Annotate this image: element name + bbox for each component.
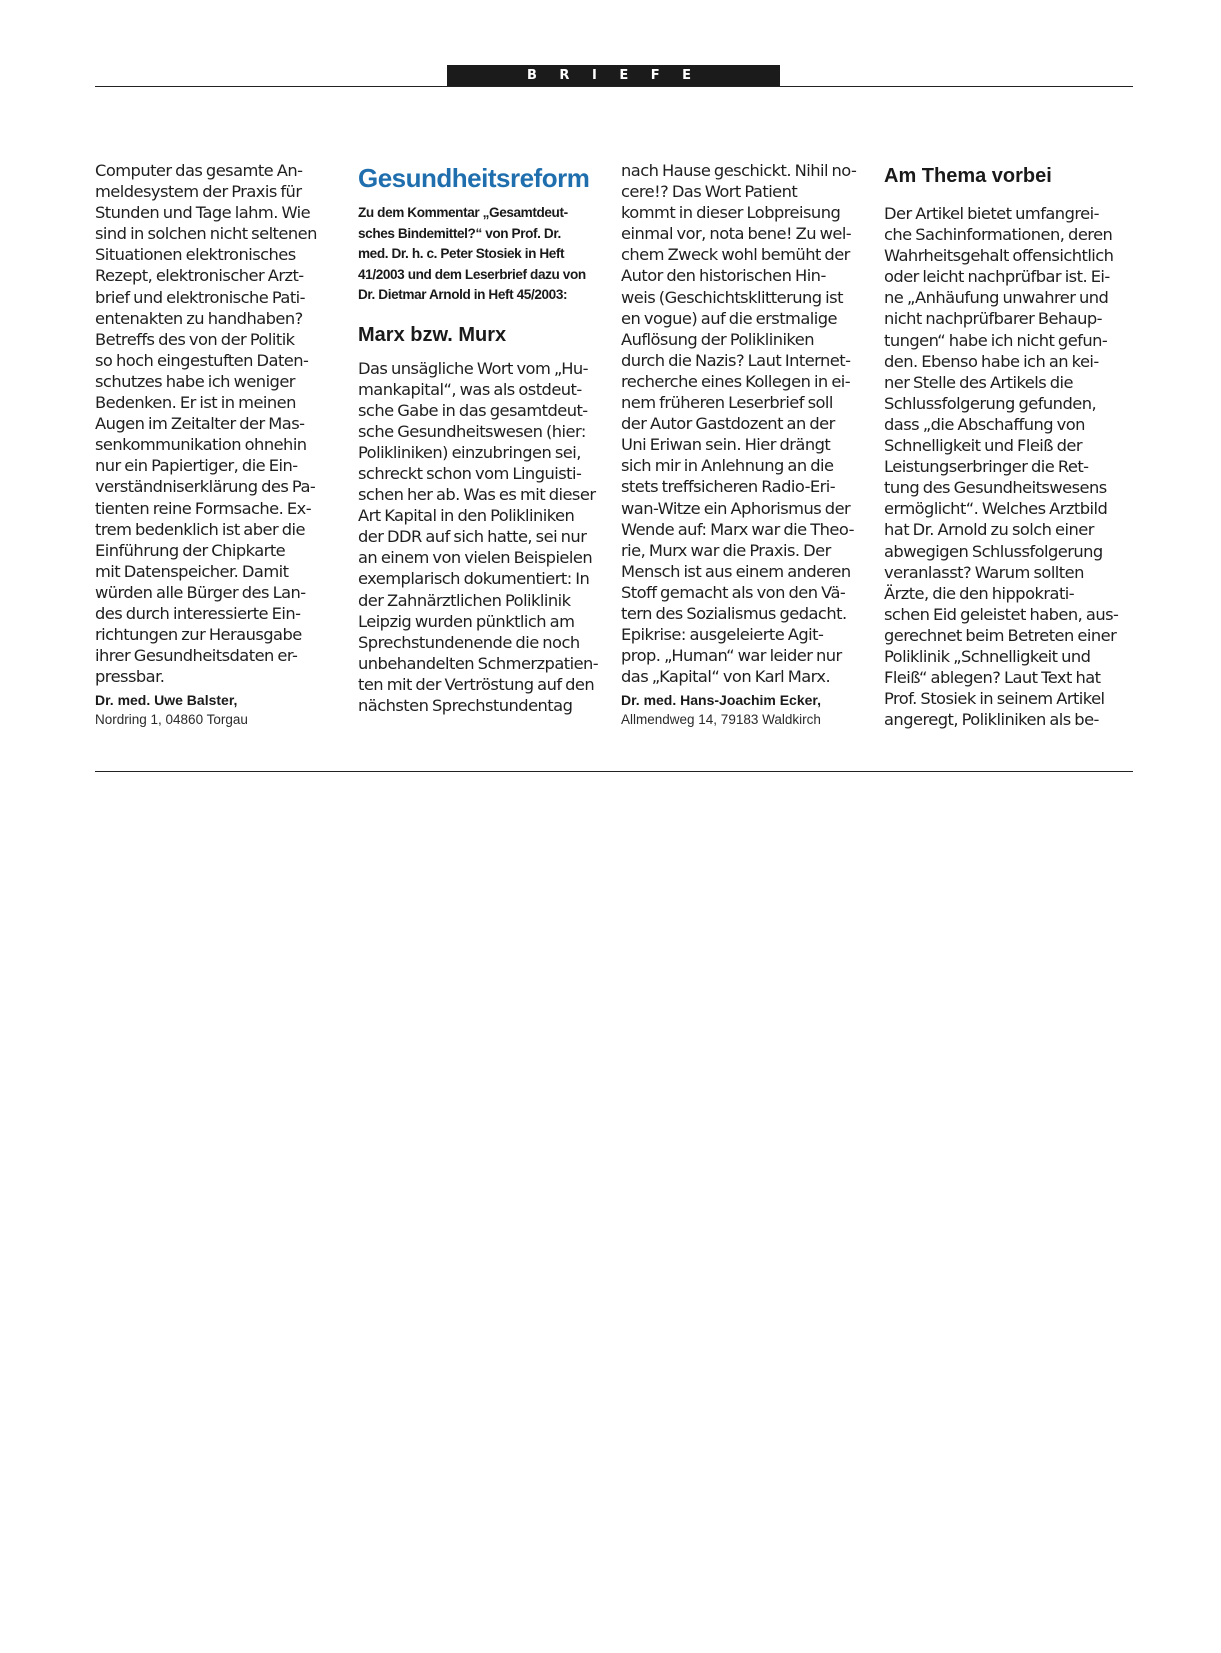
text-line: kommt in dieser Lobpreisung (621, 203, 841, 223)
text-line: ihrer Gesundheitsdaten er- (95, 646, 298, 666)
text-line: oder leicht nachprüfbar ist. Ei- (884, 267, 1110, 287)
text-line: 41/2003 und dem Leserbrief dazu von (358, 266, 586, 282)
text-line: sche Gesundheitswesen (hier: (358, 421, 586, 441)
text-line: mankapital“, was als ostdeut- (358, 379, 582, 399)
text-line: Situationen elektronisches (95, 245, 296, 265)
letter-body (358, 358, 613, 717)
text-line: prop. „Human“ war leider nur (621, 646, 842, 666)
section-headline: Gesundheitsreform (358, 163, 590, 193)
text-line: pressbar. (95, 667, 165, 687)
text-line: Auflösung der Polikliniken (621, 329, 814, 349)
text-line: verständniserklärung des Pa- (95, 477, 316, 497)
section-label-briefe: B R I E F E (447, 65, 780, 86)
text-line: nem früheren Leserbrief soll (621, 393, 833, 413)
text-line: den. Ebenso habe ich an kei- (884, 351, 1099, 371)
text-line: Schnelligkeit und Fleiß der (884, 436, 1082, 456)
letter-author-address: Nordring 1, 04860 Torgau (95, 712, 248, 728)
letter-body-continued (621, 160, 876, 687)
text-line: schen Eid geleistet haben, aus- (884, 604, 1119, 624)
text-line: hat Dr. Arnold zu solch einer (884, 520, 1094, 540)
text-line: nach Hause geschickt. Nihil no- (621, 161, 857, 180)
text-line: meldesystem der Praxis für (95, 182, 302, 202)
text-line: angeregt, Polikliniken als be- (884, 710, 1099, 730)
text-line: nur ein Papiertiger, die Ein- (95, 456, 298, 476)
text-line: Art Kapital in den Polikliniken (358, 506, 575, 526)
text-line: Mensch ist aus einem anderen (621, 561, 851, 581)
text-line: nächsten Sprechstundentag (358, 696, 573, 715)
text-line: med. Dr. h. c. Peter Stosiek in Heft (358, 246, 565, 261)
letter-title: Am Thema vorbei (884, 165, 1052, 187)
letter-author-name: Dr. med. Uwe Balster, (95, 692, 238, 709)
text-line: sich mir in Anlehnung an die (621, 456, 834, 476)
text-line: Betreffs des von der Politik (95, 329, 295, 349)
text-line: rie, Murx war die Praxis. Der (621, 540, 831, 560)
text-line: Wende auf: Marx war die Theo- (621, 519, 854, 539)
text-line: Dr. Dietmar Arnold in Heft 45/2003: (358, 287, 568, 302)
column-1 (95, 160, 350, 729)
text-line: an einem von vielen Beispielen (358, 548, 593, 568)
text-line: che Sachinformationen, deren (884, 225, 1113, 245)
text-line: schutzes habe ich weniger (95, 371, 295, 391)
text-line: tung des Gesundheitswesens (884, 478, 1107, 498)
text-line: Bedenken. Er ist in meinen (95, 393, 296, 413)
text-line: trem bedenklich ist aber die (95, 519, 305, 539)
text-line: mit Datenspeicher. Damit (95, 561, 289, 581)
text-line: durch die Nazis? Laut Internet- (621, 350, 851, 370)
text-line: Der Artikel bietet umfangrei- (884, 204, 1099, 223)
text-line: unbehandelten Schmerzpatien- (358, 653, 599, 673)
text-line: abwegigen Schlussfolgerung (884, 541, 1103, 561)
text-line: Zu dem Kommentar „Gesamtdeut- (358, 205, 568, 220)
text-line: weis (Geschichtsklitterung ist (621, 287, 843, 307)
text-line: tern des Sozialismus gedacht. (621, 603, 847, 623)
text-line: veranlasst? Warum sollten (884, 562, 1084, 582)
text-line: Augen im Zeitalter der Mas- (95, 414, 305, 434)
text-line: Prof. Stosiek in seinem Artikel (884, 689, 1105, 709)
text-line: Fleiß“ ablegen? Laut Text hat (884, 668, 1101, 688)
text-line: Sprechstundenende die noch (358, 632, 580, 652)
text-line: würden alle Bürger des Lan- (95, 582, 306, 602)
footer-rule (95, 771, 1133, 772)
letter-reference-intro (358, 203, 613, 306)
text-line: ner Stelle des Artikels die (884, 372, 1073, 392)
text-line: entenakten zu handhaben? (95, 308, 303, 328)
text-line: Poliklinik „Schnelligkeit und (884, 646, 1091, 666)
text-line: dass „die Abschaffung von (884, 414, 1085, 434)
text-line: stets treffsicheren Radio-Eri- (621, 477, 836, 497)
text-line: tungen“ habe ich nicht gefun- (884, 330, 1108, 350)
letter-title: Marx bzw. Murx (358, 323, 507, 346)
letter-author-name: Dr. med. Hans-Joachim Ecker, (621, 692, 821, 709)
text-line: sches Bindemittel?“ von Prof. Dr. (358, 225, 561, 241)
text-line: exemplarisch dokumentiert: In (358, 569, 590, 589)
text-line: das „Kapital“ von Karl Marx. (621, 667, 831, 687)
text-line: cere!? Das Wort Patient (621, 182, 798, 202)
text-line: der Autor Gastdozent an der (621, 414, 835, 434)
column-3 (621, 160, 876, 729)
text-line: chem Zweck wohl bemüht der (621, 245, 850, 265)
text-line: so hoch eingestuften Daten- (95, 350, 309, 370)
letter-body-continued (95, 160, 350, 687)
text-line: senkommunikation ohnehin (95, 435, 307, 455)
text-line: gerechnet beim Betreten einer (884, 625, 1117, 645)
text-line: einmal vor, nota bene! Zu wel- (621, 224, 852, 244)
text-line: sche Gabe in das gesamtdeut- (358, 400, 588, 420)
text-line: richtungen zur Herausgabe (95, 625, 302, 645)
text-line: en vogue) auf die erstmalige (621, 308, 837, 328)
text-line: wan-Witze ein Aphorismus der (621, 498, 851, 518)
text-line: Schlussfolgerung gefunden, (884, 393, 1097, 413)
letter-body (884, 203, 1139, 730)
text-line: Uni Eriwan sein. Hier drängt (621, 435, 831, 455)
text-line: ermöglicht“. Welches Arztbild (884, 499, 1108, 519)
text-line: recherche eines Kollegen in ei- (621, 371, 851, 391)
text-line: Autor den historischen Hin- (621, 266, 826, 286)
text-line: schen her ab. Was es mit dieser (358, 485, 596, 505)
text-line: Epikrise: ausgeleierte Agit- (621, 625, 824, 645)
text-line: Stoff gemacht als von den Vä- (621, 582, 846, 602)
text-line: tienten reine Formsache. Ex- (95, 498, 312, 518)
text-line: Rezept, elektronischer Arzt- (95, 266, 304, 286)
text-line: Leipzig wurden pünktlich am (358, 611, 575, 631)
column-4 (884, 160, 1139, 730)
text-line: Stunden und Tage lahm. Wie (95, 203, 311, 223)
text-line: des durch interessierte Ein- (95, 603, 301, 623)
text-line: nicht nachprüfbarer Behaup- (884, 309, 1103, 329)
text-line: Leistungserbringer die Ret- (884, 457, 1089, 477)
text-line: Computer das gesamte An- (95, 161, 303, 180)
text-line: sind in solchen nicht seltenen (95, 224, 317, 244)
text-line: ne „Anhäufung unwahrer und (884, 288, 1109, 308)
text-line: Polikliniken) einzubringen sei, (358, 442, 581, 462)
text-line: Einführung der Chipkarte (95, 540, 286, 560)
header-rule (95, 86, 1133, 87)
text-line: Ärzte, die den hippokrati- (884, 583, 1075, 603)
text-line: schreckt schon vom Linguisti- (358, 463, 582, 483)
text-line: brief und elektronische Pati- (95, 287, 305, 307)
text-line: ten mit der Vertröstung auf den (358, 674, 595, 694)
text-line: der DDR auf sich hatte, sei nur (358, 527, 587, 547)
text-line: Wahrheitsgehalt offensichtlich (884, 246, 1114, 266)
text-line: der Zahnärztlichen Poliklinik (358, 590, 571, 610)
column-2 (358, 160, 613, 716)
letter-author-address: Allmendweg 14, 79183 Waldkirch (621, 712, 821, 728)
text-line: Das unsägliche Wort vom „Hu- (358, 358, 588, 378)
